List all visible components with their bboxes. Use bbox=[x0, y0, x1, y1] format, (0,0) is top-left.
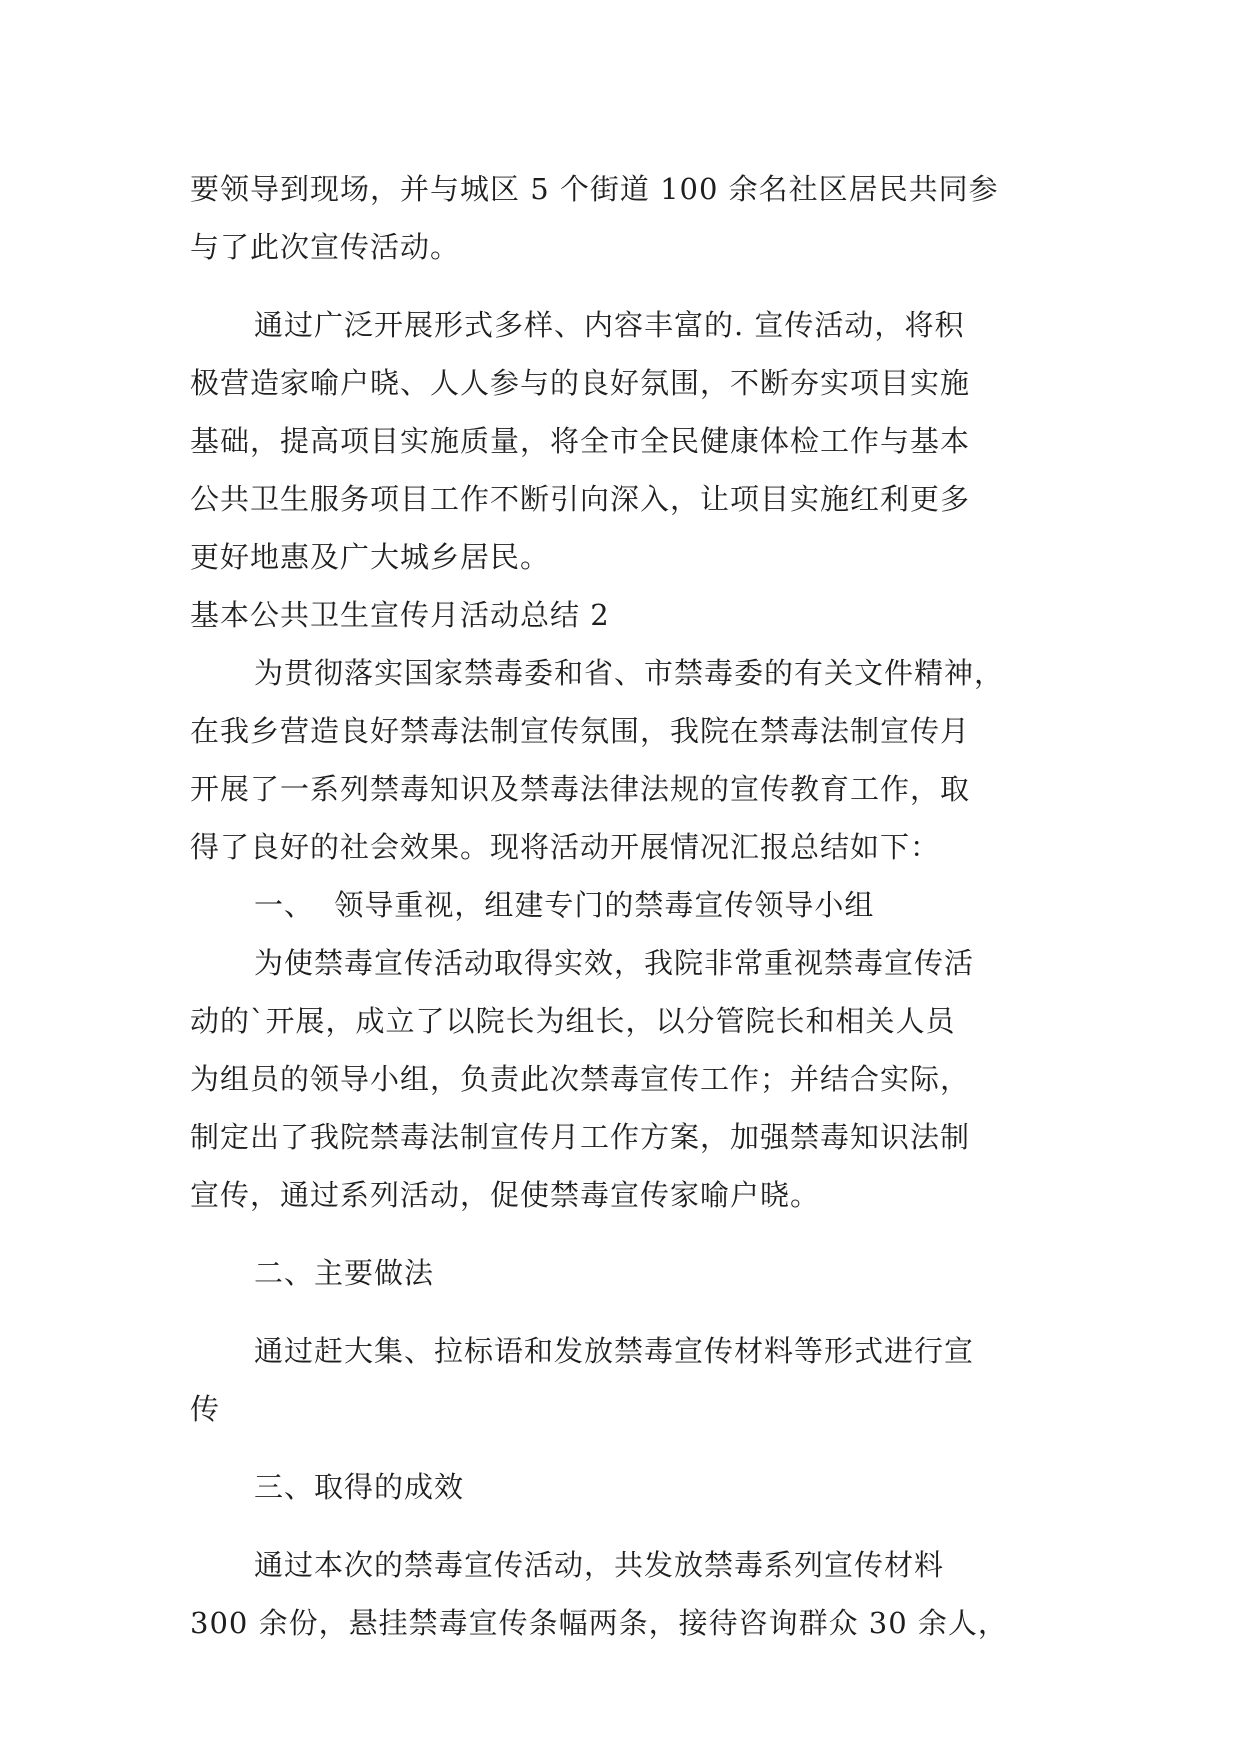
heading-results: 三、取得的成效 bbox=[254, 1470, 465, 1504]
paragraph-line: 为组员的领导小组，负责此次禁毒宣传工作；并结合实际， bbox=[190, 1062, 971, 1096]
paragraph-line: 为使禁毒宣传活动取得实效，我院非常重视禁毒宣传活 bbox=[254, 946, 975, 980]
paragraph-line: 更好地惠及广大城乡居民。 bbox=[190, 540, 551, 574]
paragraph-line: 与了此次宣传活动。 bbox=[190, 230, 461, 264]
paragraph-line: 制定出了我院禁毒法制宣传月工作方案，加强禁毒知识法制 bbox=[190, 1120, 971, 1154]
paragraph-line: 要领导到现场，并与城区 5 个街道 100 余名社区居民共同参 bbox=[190, 172, 999, 206]
paragraph-line: 极营造家喻户晓、人人参与的良好氛围，不断夯实项目实施 bbox=[190, 366, 971, 400]
paragraph-line: 300 余份，悬挂禁毒宣传条幅两条，接待咨询群众 30 余人， bbox=[190, 1606, 1008, 1640]
paragraph-line: 通过广泛开展形式多样、内容丰富的. 宣传活动，将积 bbox=[254, 308, 965, 342]
paragraph-line: 在我乡营造良好禁毒法制宣传氛围，我院在禁毒法制宣传月 bbox=[190, 714, 971, 748]
paragraph-line: 宣传，通过系列活动，促使禁毒宣传家喻户晓。 bbox=[190, 1178, 821, 1212]
heading-main-methods: 二、主要做法 bbox=[254, 1256, 435, 1290]
paragraph-line: 传 bbox=[190, 1392, 221, 1426]
paragraph-line: 开展了一系列禁毒知识及禁毒法律法规的宣传教育工作，取 bbox=[190, 772, 971, 806]
paragraph-line: 通过本次的禁毒宣传活动，共发放禁毒系列宣传材料 bbox=[254, 1548, 945, 1582]
paragraph-line: 为贯彻落实国家禁毒委和省、市禁毒委的有关文件精神， bbox=[254, 656, 1005, 690]
document-body bbox=[190, 160, 1060, 1652]
paragraph-line: 公共卫生服务项目工作不断引向深入，让项目实施红利更多 bbox=[190, 482, 971, 516]
paragraph-line: 通过赶大集、拉标语和发放禁毒宣传材料等形式进行宣 bbox=[254, 1334, 975, 1368]
heading-leadership: 一、 领导重视，组建专门的禁毒宣传领导小组 bbox=[254, 888, 875, 922]
paragraph-line: 得了良好的社会效果。现将活动开展情况汇报总结如下： bbox=[190, 830, 941, 864]
paragraph-line: 基础，提高项目实施质量，将全市全民健康体检工作与基本 bbox=[190, 424, 971, 458]
paragraph-line: 动的`开展，成立了以院长为组长，以分管院长和相关人员 bbox=[190, 1004, 956, 1038]
section-title: 基本公共卫生宣传月活动总结 2 bbox=[190, 598, 610, 632]
